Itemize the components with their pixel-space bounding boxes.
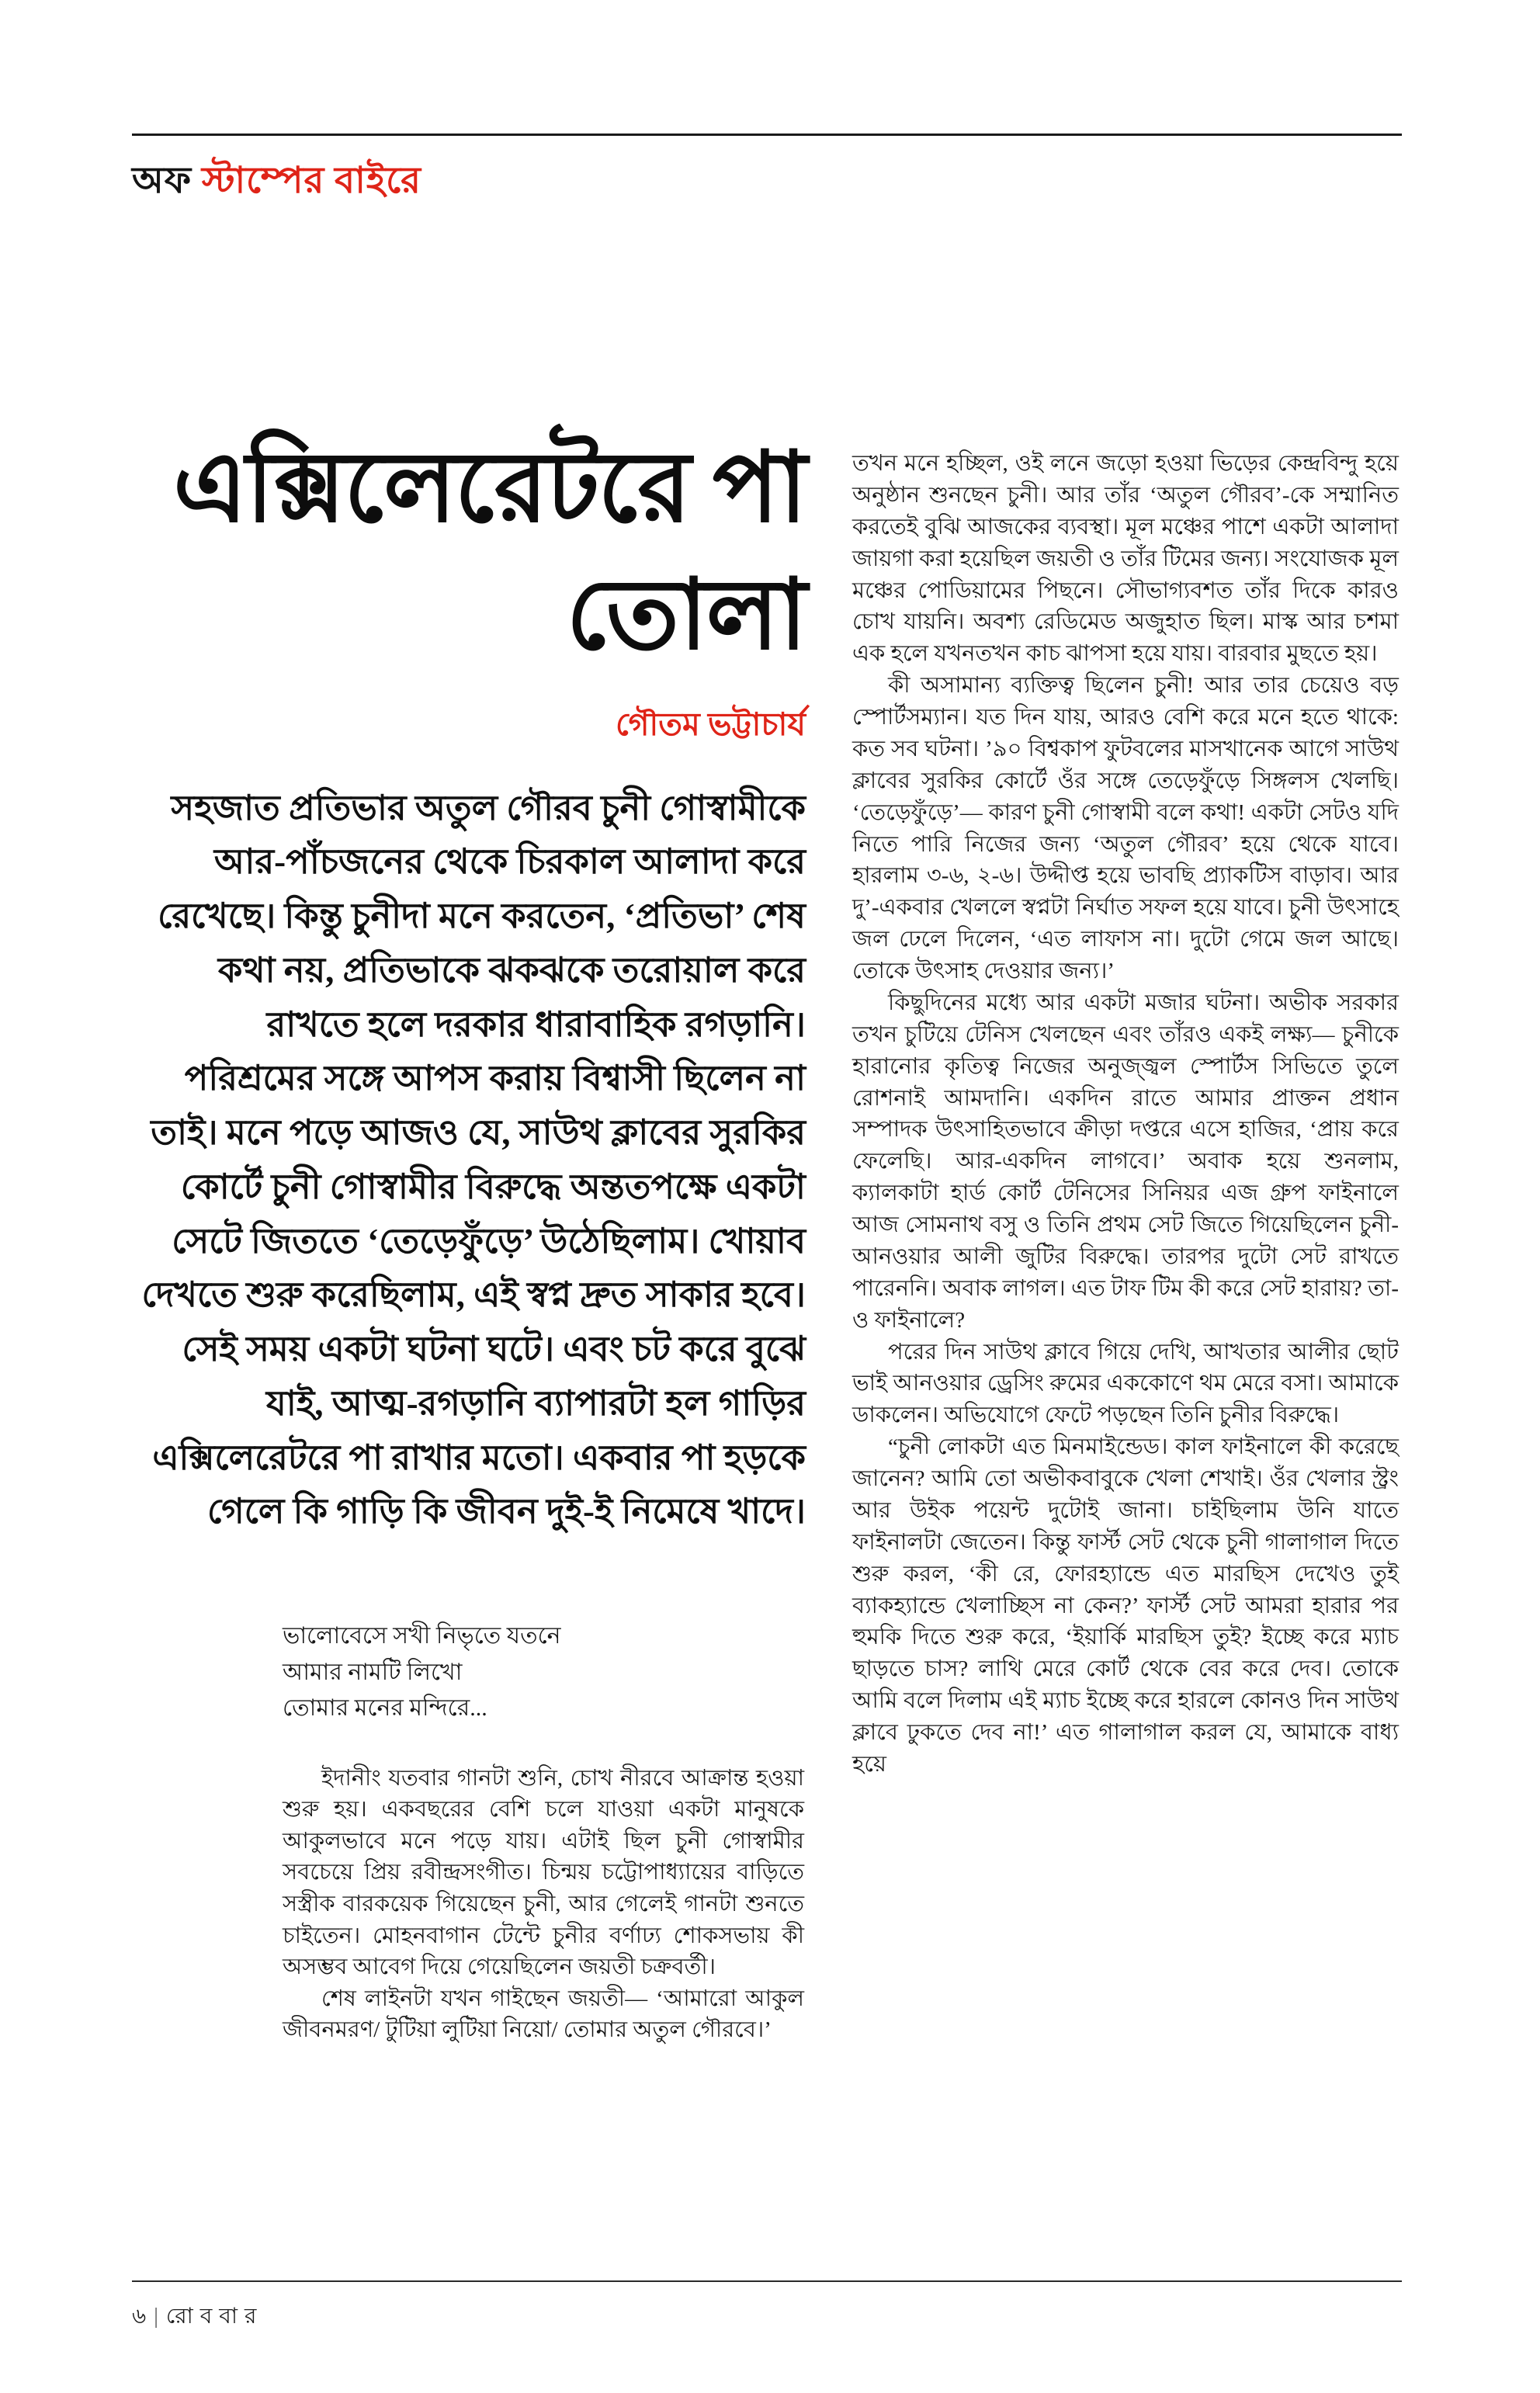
footer-rule [132,2280,1402,2282]
left-lower-block [283,1618,804,2046]
body-paragraph: “চুনী লোকটা এত মিনমাইন্ডেড। কাল ফাইনালে কী করেছে জানেন? আমি তো অভীকবাবুকে খেলা শেখাই। ওঁর খেলার স্ট্রং আর উইক পয়েন্ট দুটোই জানা। চাইছিলাম উনি যাতে ফাইনালটা জেতেন। কিন্তু ফার্স্ট সেট থেকে চুনী গালাগাল দিতে শুরু করল, ‘কী রে, ফোরহ্যান্ডে এত মারছিস দেখেও তুই ব্যাকহ্যান্ডে খেলাচ্ছিস না কেন?’ ফার্স্ট সেট আমরা হারার পর হুমকি দিতে শুরু করে, ‘ইয়ার্কি মারছিস তুই? ইচ্ছে করে ম্যাচ ছাড়তে চাস? লাথি মেরে কোর্ট থেকে বের করে দেব। তোকে আমি বলে দিলাম এই ম্যাচ ইচ্ছে করে হারলে কোনও দিন সাউথ ক্লাবে ঢুকতে দেব না!’ এত গালাগাল করল যে, আমাকে বাধ্য হয়ে [852,1434,1399,1777]
article-headline: এক্সিলেরেটরে পা তোলা [172,435,806,670]
body-paragraph: কিছুদিনের মধ্যে আর একটা মজার ঘটনা। অভীক সরকার তখন চুটিয়ে টেনিস খেলছেন এবং তাঁরও একই লক্ষ্য— চুনীকে হারানোর কৃতিত্ব নিজের অনুজ্জ্বল স্পোর্টস সিভিতে তুলে রোশনাই আমদানি। একদিন রাতে আমার প্রাক্তন প্রধান সম্পাদক উৎসাহিতভাবে ক্রীড়া দপ্তরে এসে হাজির, ‘প্রায় করে ফেলেছি। আর-একদিন লাগবে।’ অবাক হয়ে শুনলাম, ক্যালকাটা হার্ড কোর্ট টেনিসের সিনিয়র এজ গ্রুপ ফাইনালে আজ সোমনাথ বসু ও তিনি প্রথম সেট জিতে গিয়েছিলেন চুনী-আনওয়ার আলী জুটির বিরুদ্ধে। তারপর দুটো সেট রাখতে পারেননি। অবাক লাগল। এত টাফ টিম কী করে সেট হারায়? তা-ও ফাইনালে? [852,990,1399,1333]
section-kicker [132,152,421,213]
poem-line-3: তোমার মনের মন্দিরে... [283,1695,487,1722]
top-rule [132,134,1402,136]
left-body-text [283,1763,804,2046]
page-number: ৬ [132,2305,147,2329]
page-footer [132,2299,263,2336]
body-paragraph: কী অসামান্য ব্যক্তিত্ব ছিলেন চুনী! আর তার চেয়েও বড় স্পোর্টসম্যান। যত দিন যায়, আরও বেশি করে মনে হতে থাকে: কত সব ঘটনা। ’৯০ বিশ্বকাপ ফুটবলের মাসখানেক আগে সাউথ ক্লাবের সুরকির কোর্টে ওঁর সঙ্গে তেড়েফুঁড়ে সিঙ্গলস খেলছি। ‘তেড়েফুঁড়ে’— কারণ চুনী গোস্বামী বলে কথা! একটা সেটও যদি নিতে পারি নিজের জন্য ‘অতুল গৌরব’ হয়ে থেকে যাবে। হারলাম ৩-৬, ২-৬। উদ্দীপ্ত হয়ে ভাবছি প্র্যাকটিস বাড়াব। আর দু’-একবার খেললে স্বপ্নটা নির্ঘাত সফল হয়ে যাবে। চুনী উৎসাহে জল ঢেলে দিলেন, ‘এত লাফাস না। দুটো গেমে জল আছে। তোকে উৎসাহ দেওয়ার জন্য।’ [852,673,1399,983]
poem-line-1: ভালোবেসে সখী নিভৃতে যতনে [283,1623,561,1649]
song-quote [283,1618,804,1727]
lead-paragraph: সহজাত প্রতিভার অতুল গৌরব চুনী গোস্বামীকে আর-পাঁচজনের থেকে চিরকাল আলাদা করে রেখেছে। কিন্তু চুনীদা মনে করতেন, ‘প্রতিভা’ শেষ কথা নয়, প্রতিভাকে ঝকঝকে তরোয়াল করে রাখতে হলে দরকার ধারাবাহিক রগড়ানি। পরিশ্রমের সঙ্গে আপস করায় বিশ্বাসী ছিলেন না তাই। মনে পড়ে আজও যে, সাউথ ক্লাবের সুরকির কোর্টে চুনী গোস্বামীর বিরুদ্ধে অন্ততপক্ষে একটা সেটে জিততে ‘তেড়েফুঁড়ে’ উঠেছিলাম। খোয়াব দেখতে শুরু করেছিলাম, এই স্বপ্ন দ্রুত সাকার হবে। সেই সময় একটা ঘটনা ঘটে। এবং চট করে বুঝে যাই, আত্ম-রগড়ানি ব্যাপারটা হল গাড়ির এক্সিলেরেটরে পা রাখার মতো। একবার পা হড়কে গেলে কি গাড়ি কি জীবন দুই-ই নিমেষে খাদে। [141,788,806,1531]
kicker-word-black: অফ [132,161,192,201]
footer-separator: | [154,2305,158,2329]
left-column [132,425,806,2046]
body-paragraph: পরের দিন সাউথ ক্লাবে গিয়ে দেখি, আখতার আলীর ছোট ভাই আনওয়ার ড্রেসিং রুমের এককোণে থম মেরে বসা। আমাকে ডাকলেন। অভিযোগে ফেটে পড়ছেন তিনি চুনীর বিরুদ্ধে। [852,1339,1399,1428]
kicker-word-red: স্টাম্পের বাইরে [201,161,422,201]
body-paragraph: শেষ লাইনটা যখন গাইছেন জয়তী— ‘আমারো আকুল জীবনমরণ/ টুটিয়া লুটিয়া নিয়ো/ তোমার অতুল গৌরবে।’ [283,1985,804,2043]
body-paragraph: তখন মনে হচ্ছিল, ওই লনে জড়ো হওয়া ভিড়ের কেন্দ্রবিন্দু হয়ে অনুষ্ঠান শুনছেন চুনী। আর তাঁর ‘অতুল গৌরব’-কে সম্মানিত করতেই বুঝি আজকের ব্যবস্থা। মূল মঞ্চের পাশে একটা আলাদা জায়গা করা হয়েছিল জয়তী ও তাঁর টিমের জন্য। সংযোজক মূল মঞ্চের পোডিয়ামের পিছনে। সৌভাগ্যবশত তাঁর দিকে কারও চোখ যায়নি। অবশ্য রেডিমেড অজুহাত ছিল। মাস্ক আর চশমা এক হলে যখনতখন কাচ ঝাপসা হয়ে যায়। বারবার মুছতে হয়। [852,451,1399,667]
right-column [852,448,1399,1781]
article-byline: গৌতম ভট্টাচার্য [616,706,806,742]
poem-line-2: আমার নামটি লিখো [283,1659,463,1685]
body-paragraph: ইদানীং যতবার গানটা শুনি, চোখ নীরবে আক্রান্ত হওয়া শুরু হয়। একবছরের বেশি চলে যাওয়া একটা মানুষকে আকুলভাবে মনে পড়ে যায়। এটাই ছিল চুনী গোস্বামীর সবচেয়ে প্রিয় রবীন্দ্রসংগীত। চিন্ময় চট্টোপাধ্যায়ের বাড়িতে সস্ত্রীক বারকয়েক গিয়েছেন চুনী, আর গেলেই গানটা শুনতে চাইতেন। মোহনবাগান টেন্টে চুনীর বর্ণাঢ্য শোকসভায় কী অসম্ভব আবেগ দিয়ে গেয়েছিলেন জয়তী চক্রবর্তী। [283,1765,804,1980]
publication-name: রোববার [165,2305,264,2329]
